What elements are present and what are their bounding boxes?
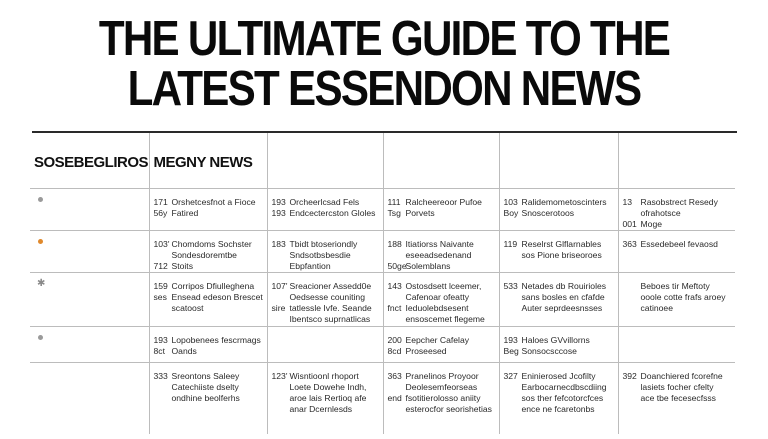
- cell-text: Cafenoar ofeatty: [405, 292, 470, 302]
- cell-number: fnct: [387, 303, 402, 313]
- cell-text: tatlessle Ivfe. Seande: [289, 303, 372, 313]
- cell-text: Reselrst Glflarnables: [521, 239, 602, 249]
- column-header: MEGNY NEWS: [153, 154, 253, 171]
- cell-text: esterocfor seorishetias: [405, 404, 492, 414]
- cell-line: [504, 208, 616, 219]
- cell-text: eseeadsedenand: [405, 250, 472, 260]
- cell-text: Loete Dowehe Indh,: [289, 382, 367, 392]
- cell-line: [154, 393, 265, 404]
- news-table: [30, 133, 735, 434]
- cell-number: Boy: [503, 208, 519, 218]
- bullet-dot-icon: [38, 197, 43, 202]
- table-cell: [149, 327, 267, 363]
- cell-text: Orshetcesfnot a Fioce: [171, 197, 256, 207]
- cell-text: ooole cotte frafs aroey: [640, 292, 726, 302]
- cell-line: [388, 382, 497, 393]
- cell-number: 327: [503, 371, 518, 381]
- cell-text: fsotitierolosso aniity: [405, 393, 481, 403]
- cell-text: sos ther fefcotorcfces: [521, 393, 604, 403]
- cell-text: Ralidemometoscinters: [521, 197, 607, 207]
- cell-text: Itiatiorss Naivante: [405, 239, 474, 249]
- cell-number: 119: [503, 239, 518, 249]
- table-cell: [383, 327, 499, 363]
- cell-line: [154, 208, 265, 219]
- cell-line: [388, 261, 497, 272]
- cell-text: ace tbe fecesecfsss: [640, 393, 716, 403]
- cell-line: [272, 404, 381, 415]
- cell-number: 001: [622, 219, 637, 229]
- cell-text: Moge: [640, 219, 662, 229]
- cell-text: Eepcher Cafelay: [405, 335, 470, 345]
- column-header: [268, 133, 383, 157]
- cell-line: [504, 250, 616, 261]
- cell-text: Rasobstrect Resedy: [640, 197, 718, 207]
- cell-number: sire: [271, 303, 286, 313]
- cell-line: [623, 371, 734, 382]
- cell-line: [272, 261, 381, 272]
- cell-number: 193: [153, 335, 168, 345]
- table-cell: [383, 273, 499, 327]
- cell-line: [154, 197, 265, 208]
- cell-line: [272, 208, 381, 219]
- table-row: [30, 363, 735, 435]
- cell-number: 188: [387, 239, 402, 249]
- row-marker-cell: [30, 189, 149, 231]
- cell-text: Catechiiste dselty: [171, 382, 239, 392]
- cell-text: sans bosles en cfafde: [521, 292, 605, 302]
- cell-text: Porvets: [405, 208, 435, 218]
- cell-text: Lopobenees fescrmags: [171, 335, 261, 345]
- cell-line: [623, 303, 734, 314]
- cell-line: [504, 197, 616, 208]
- cell-line: [623, 219, 734, 230]
- table-cell: [618, 189, 735, 231]
- table-cell: [383, 231, 499, 273]
- cell-number: 712: [153, 261, 168, 271]
- cell-text: Solemblans: [405, 261, 451, 271]
- cell-line: [623, 208, 734, 219]
- cell-number: 8ct: [153, 346, 165, 356]
- cell-text: Sreacioner Assedd0e: [289, 281, 372, 291]
- cell-line: [272, 292, 381, 303]
- row-marker-cell: [30, 231, 149, 273]
- cell-line: [623, 292, 734, 303]
- cell-line: [388, 404, 497, 415]
- title-line-2: LATEST ESSENDON NEWS: [127, 62, 641, 116]
- cell-number: 333: [153, 371, 168, 381]
- title-line-1: THE ULTIMATE GUIDE TO THE: [98, 12, 670, 66]
- table-cell: [149, 189, 267, 231]
- cell-text: scatoost: [171, 303, 204, 313]
- cell-number: 363: [622, 239, 637, 249]
- table-cell: [618, 273, 735, 327]
- cell-text: Eninierosed Jcofilty: [521, 371, 596, 381]
- cell-line: [272, 382, 381, 393]
- cell-text: Pranelinos Proyoor: [405, 371, 479, 381]
- cell-text: Ibentsco suprnatlicas: [289, 314, 371, 324]
- cell-line: [388, 208, 497, 219]
- cell-number: 8cd: [387, 346, 402, 356]
- cell-line: [504, 239, 616, 250]
- cell-text: ondhine beolferhs: [171, 393, 240, 403]
- cell-text: anar Dcernlesds: [289, 404, 353, 414]
- cell-number: ses: [153, 292, 167, 302]
- cell-text: Doanchiered fcorefne: [640, 371, 723, 381]
- cell-number: 50ge: [387, 261, 407, 271]
- cell-line: [388, 393, 497, 404]
- cell-line: [154, 239, 265, 250]
- cell-text: Stoits: [171, 261, 193, 271]
- cell-line: [272, 314, 381, 325]
- table-cell: [499, 363, 618, 435]
- column-header: [500, 133, 618, 157]
- cell-line: [504, 303, 616, 314]
- cell-text: Ebpfantion: [289, 261, 331, 271]
- cell-text: lasiets focher cfelty: [640, 382, 714, 392]
- cell-text: Oedsesse couniting: [289, 292, 365, 302]
- bullet-dot-icon: [38, 335, 43, 340]
- cell-text: Chomdoms Sochster: [171, 239, 252, 249]
- table-cell: [499, 189, 618, 231]
- cell-line: [388, 371, 497, 382]
- table-row: [30, 273, 735, 327]
- table-cell: [149, 231, 267, 273]
- table-cell: [267, 231, 383, 273]
- cell-number: 533: [503, 281, 518, 291]
- cell-line: [623, 281, 734, 292]
- cell-number: 111: [387, 197, 401, 207]
- cell-number: end: [387, 393, 402, 403]
- table-cell: [149, 273, 267, 327]
- table-cell: [383, 189, 499, 231]
- cell-number: 193: [503, 335, 518, 345]
- cell-line: [623, 393, 734, 404]
- table-row: [30, 327, 735, 363]
- cell-text: ence ne fcaretonbs: [521, 404, 595, 414]
- cell-line: [504, 346, 616, 357]
- cell-line: [272, 393, 381, 404]
- cell-line: [154, 250, 265, 261]
- cell-line: [154, 382, 265, 393]
- cell-line: [504, 281, 616, 292]
- cell-text: ofrahotsce: [640, 208, 681, 218]
- cell-text: Earbocarnecdbscdiing: [521, 382, 607, 392]
- cell-line: [272, 250, 381, 261]
- table-cell: [267, 363, 383, 435]
- cell-number: 143: [387, 281, 402, 291]
- cell-text: Auter seprdeesnsses: [521, 303, 603, 313]
- cell-text: Ostosdsett lceemer,: [405, 281, 482, 291]
- cell-text: Ieduolebdsesent: [405, 303, 469, 313]
- cell-line: [504, 382, 616, 393]
- table-cell: [618, 327, 735, 363]
- column-header: [619, 133, 736, 157]
- cell-line: [154, 346, 265, 357]
- cell-number: 13: [622, 197, 633, 207]
- table-cell: [149, 363, 267, 435]
- cell-text: aroe lais Rertioq afe: [289, 393, 367, 403]
- cell-number: 193: [271, 197, 286, 207]
- cell-number: Beg: [503, 346, 519, 356]
- table-cell: [618, 363, 735, 435]
- cell-line: [154, 292, 265, 303]
- cell-text: Ralcheereoor Pufoe: [405, 197, 482, 207]
- cell-text: Sreontons Saleey: [171, 371, 240, 381]
- cell-text: Sonsocsccose: [521, 346, 577, 356]
- table-cell: [267, 273, 383, 327]
- cell-line: [154, 303, 265, 314]
- cell-line: [504, 292, 616, 303]
- cell-text: Wisntioonl rhoport: [289, 371, 359, 381]
- cell-line: [388, 314, 497, 325]
- cell-line: [388, 281, 497, 292]
- cell-number: 200: [387, 335, 402, 345]
- cell-number: 123': [271, 371, 288, 381]
- column-header: SOSEBEGLIROS: [34, 154, 149, 171]
- table-row: [30, 189, 735, 231]
- cell-text: Essedebeel fevaosd: [640, 239, 718, 249]
- table-cell: [499, 327, 618, 363]
- cell-text: Orcheerlcsad Fels: [289, 197, 360, 207]
- cell-line: [272, 281, 381, 292]
- row-marker-cell: [30, 273, 149, 327]
- cell-text: catinoee: [640, 303, 673, 313]
- cell-number: 183: [271, 239, 286, 249]
- cell-text: sos Pione briseoroes: [521, 250, 602, 260]
- table-cell: [267, 189, 383, 231]
- cell-line: [504, 393, 616, 404]
- cell-text: Corripos Dfiulleghena: [171, 281, 255, 291]
- cell-text: Beboes tir Meftoty: [640, 281, 710, 291]
- cell-line: [272, 371, 381, 382]
- bullet-dot-icon: [38, 239, 43, 244]
- cell-line: [388, 303, 497, 314]
- cell-line: [388, 239, 497, 250]
- cell-line: [272, 239, 381, 250]
- cell-number: 193: [271, 208, 286, 218]
- column-header: [384, 133, 499, 157]
- row-marker-cell: [30, 327, 149, 363]
- cell-line: [154, 371, 265, 382]
- cell-line: [388, 292, 497, 303]
- cell-text: Haloes GVvillorns: [521, 335, 590, 345]
- table-cell: [267, 327, 383, 363]
- table-cell: [383, 363, 499, 435]
- table-header-row: [30, 133, 735, 189]
- cell-number: 363: [387, 371, 402, 381]
- cell-text: Ensead edeson Brescet: [171, 292, 263, 302]
- cell-number: 171: [153, 197, 168, 207]
- cell-number: 392: [622, 371, 637, 381]
- cell-text: Tbidt btoseriondly: [289, 239, 358, 249]
- cell-line: [623, 239, 734, 250]
- page-title: [54, 14, 714, 114]
- cell-text: Snoscerotoos: [521, 208, 575, 218]
- cell-line: [623, 197, 734, 208]
- cell-number: 159: [153, 281, 168, 291]
- cell-text: Fatired: [171, 208, 199, 218]
- table-cell: [499, 273, 618, 327]
- cell-line: [623, 382, 734, 393]
- cell-text: Oands: [171, 346, 197, 356]
- cell-line: [154, 281, 265, 292]
- cell-number: 56y: [153, 208, 168, 218]
- cell-text: ensoscemet flegeme: [405, 314, 485, 324]
- cell-line: [154, 261, 265, 272]
- cell-line: [272, 303, 381, 314]
- cell-line: [388, 197, 497, 208]
- row-marker-cell: [30, 363, 149, 435]
- cell-line: [504, 404, 616, 415]
- cell-line: [504, 371, 616, 382]
- cell-text: Netades db Rouirioles: [521, 281, 607, 291]
- cell-line: [388, 250, 497, 261]
- table-row: [30, 231, 735, 273]
- cell-line: [388, 346, 497, 357]
- table-cell: [618, 231, 735, 273]
- cell-line: [272, 197, 381, 208]
- table-cell: [499, 231, 618, 273]
- cell-text: Proseesed: [405, 346, 447, 356]
- cell-number: 103': [153, 239, 170, 249]
- cell-text: Deolesemfeorseas: [405, 382, 478, 392]
- cell-number: 107': [271, 281, 288, 291]
- cell-number: 103: [503, 197, 518, 207]
- cell-line: [154, 335, 265, 346]
- cell-text: Sondesdoremtbe: [171, 250, 237, 260]
- cell-line: [504, 335, 616, 346]
- cell-text: Sndsotbsbesdie: [289, 250, 351, 260]
- cell-number: Tsg: [387, 208, 401, 218]
- cell-text: Endcectercston Gloles: [289, 208, 376, 218]
- cell-line: [388, 335, 497, 346]
- asterisk-icon: ✱: [37, 278, 46, 289]
